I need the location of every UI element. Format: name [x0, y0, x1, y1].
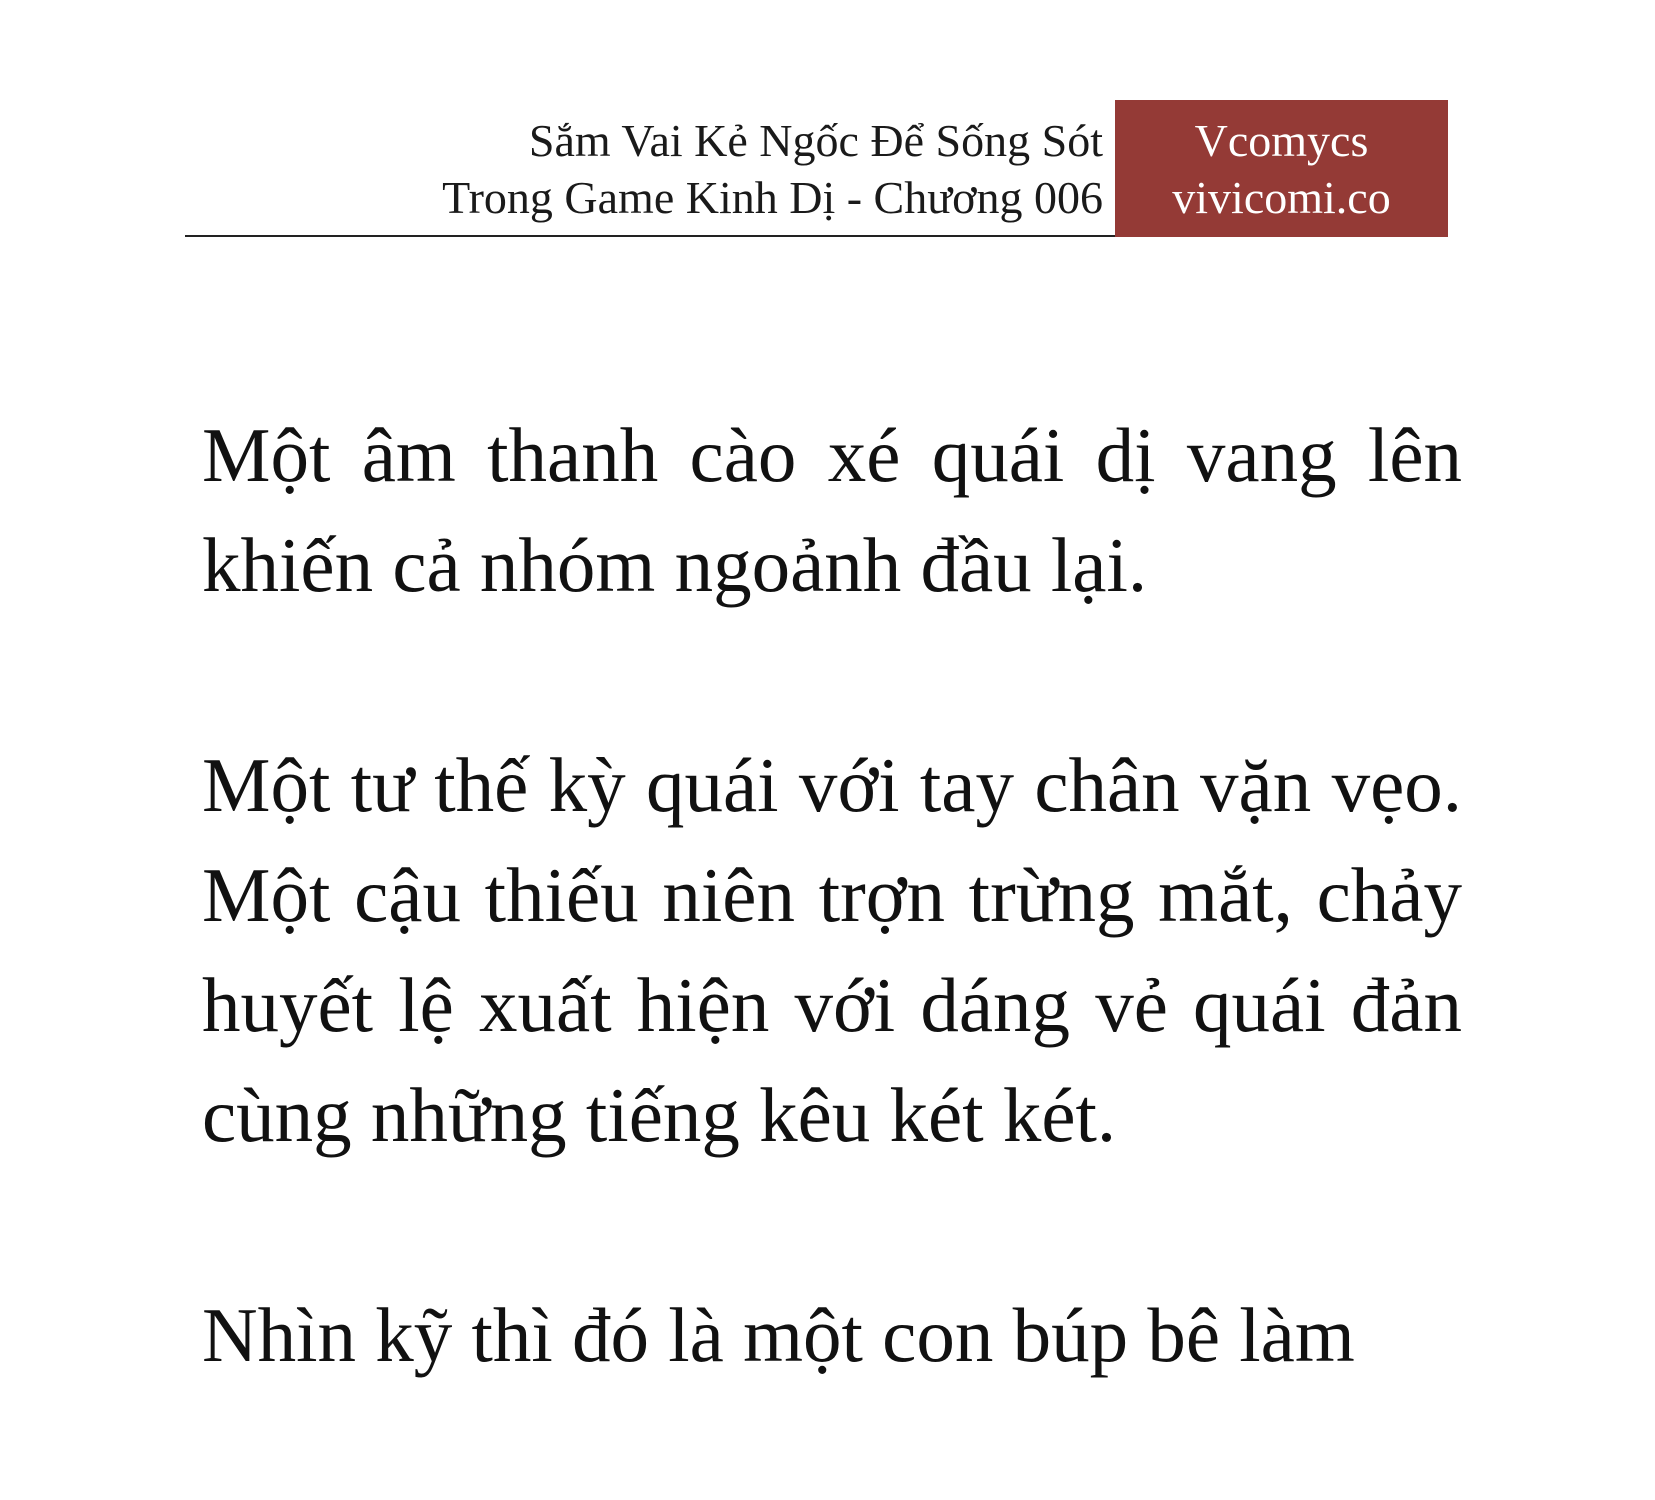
brand-badge — [1115, 100, 1448, 237]
brand-name: Vcomycs — [1194, 115, 1369, 166]
chapter-title — [442, 112, 1103, 226]
paragraph-1: Một âm thanh cào xé quái dị vang lên khiến cả nhóm ngoảnh đầu lại. — [202, 412, 1462, 608]
chapter-title-line-2: Trong Game Kinh Dị - Chương 006 — [442, 172, 1103, 223]
page-header — [185, 100, 1448, 236]
brand-site: vivicomi.co — [1172, 172, 1391, 223]
chapter-body — [202, 400, 1462, 1500]
paragraph-2: Một tư thế kỳ quái với tay chân vặn vẹo. Một cậu thiếu niên trợn trừng mắt, chảy huyết lệ xuất hiện với dáng vẻ quái đản cùng những tiếng kêu két két. — [202, 742, 1462, 1158]
paragraph-3: Nhìn kỹ thì đó là một con búp bê làm — [202, 1292, 1355, 1378]
chapter-title-line-1: Sắm Vai Kẻ Ngốc Để Sống Sót — [528, 115, 1103, 166]
header-divider — [185, 235, 1115, 237]
